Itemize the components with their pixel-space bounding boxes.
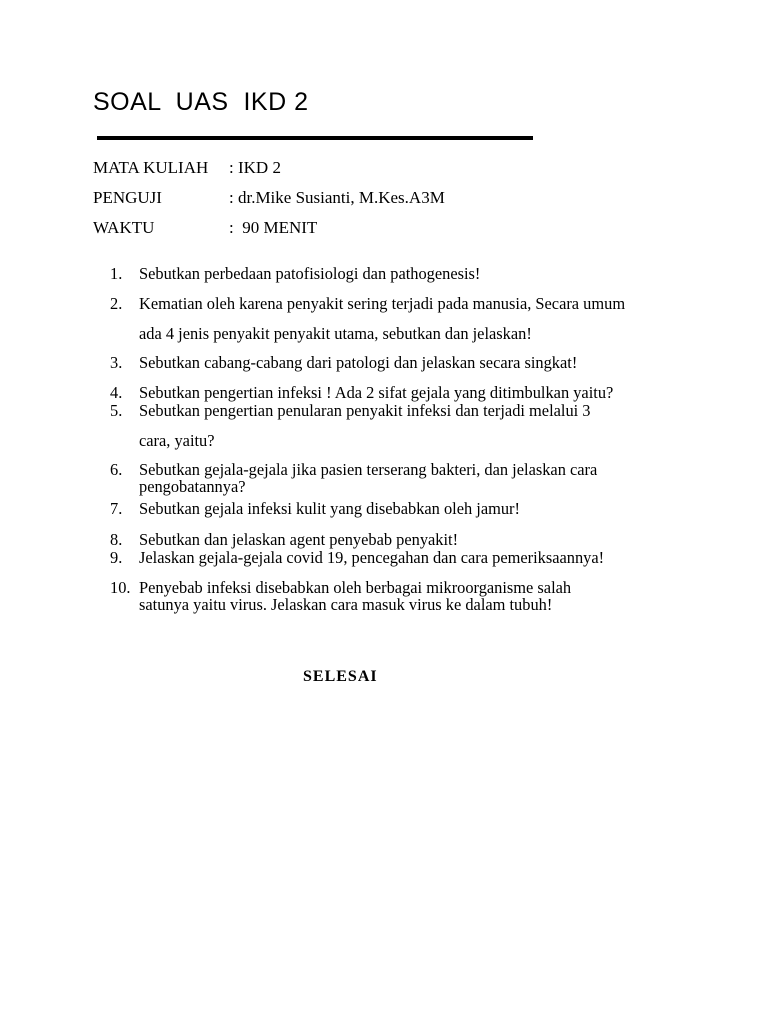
info-label-course: MATA KULIAH xyxy=(93,158,209,177)
question-7 xyxy=(110,500,520,517)
question-number: 8. xyxy=(110,530,123,549)
question-number: 1. xyxy=(110,264,123,283)
info-row-course xyxy=(93,158,281,178)
info-value-course: : IKD 2 xyxy=(229,158,281,177)
question-text: Jelaskan gejala-gejala covid 19, pencegahan dan cara pemeriksaannya! xyxy=(139,548,605,567)
question-text: Penyebab infeksi disebabkan oleh berbagai mikroorganisme salah xyxy=(139,578,572,597)
info-label-examiner: PENGUJI xyxy=(93,188,162,207)
question-text: Sebutkan perbedaan patofisiologi dan pathogenesis! xyxy=(139,264,481,283)
question-text: Sebutkan gejala-gejala jika pasien terserang bakteri, dan jelaskan cara xyxy=(139,460,598,479)
question-text-continued: cara, yaitu? xyxy=(139,431,215,450)
question-4 xyxy=(110,384,613,401)
question-number: 9. xyxy=(110,548,123,567)
question-number: 3. xyxy=(110,353,123,372)
info-value-examiner: : dr.Mike Susianti, M.Kes.A3M xyxy=(229,188,445,207)
question-3 xyxy=(110,354,577,371)
info-value-time: : 90 MENIT xyxy=(229,218,318,237)
question-number: 7. xyxy=(110,499,123,518)
question-10 xyxy=(110,579,571,613)
question-number: 2. xyxy=(110,294,123,313)
question-text: Sebutkan cabang-cabang dari patologi dan jelaskan secara singkat! xyxy=(139,353,578,372)
question-1 xyxy=(110,265,480,282)
question-2 xyxy=(110,295,625,342)
info-label-time: WAKTU xyxy=(93,218,155,237)
question-5 xyxy=(110,402,591,449)
question-text: Sebutkan gejala infeksi kulit yang disebabkan oleh jamur! xyxy=(139,499,520,518)
question-number: 5. xyxy=(110,401,123,420)
question-8 xyxy=(110,531,458,548)
document-title: SOAL UAS IKD 2 xyxy=(93,88,309,116)
question-6 xyxy=(110,461,597,495)
question-number: 4. xyxy=(110,383,123,402)
question-text: Sebutkan dan jelaskan agent penyebab penyakit! xyxy=(139,530,459,549)
question-text: Sebutkan pengertian penularan penyakit infeksi dan terjadi melalui 3 xyxy=(139,401,591,420)
question-number: 10. xyxy=(110,578,131,597)
question-number: 6. xyxy=(110,460,123,479)
title-underline xyxy=(97,136,533,140)
question-text-continued: pengobatannya? xyxy=(139,477,246,496)
info-row-examiner xyxy=(93,188,445,208)
question-9 xyxy=(110,549,604,566)
question-text: Kematian oleh karena penyakit sering terjadi pada manusia, Secara umum xyxy=(139,294,626,313)
question-text-continued: satunya yaitu virus. Jelaskan cara masuk virus ke dalam tubuh! xyxy=(139,595,553,614)
question-text-continued: ada 4 jenis penyakit penyakit utama, sebutkan dan jelaskan! xyxy=(139,324,532,343)
info-row-time xyxy=(93,218,317,238)
closing-text: SELESAI xyxy=(303,668,378,685)
question-text: Sebutkan pengertian infeksi ! Ada 2 sifat gejala yang ditimbulkan yaitu? xyxy=(139,383,614,402)
